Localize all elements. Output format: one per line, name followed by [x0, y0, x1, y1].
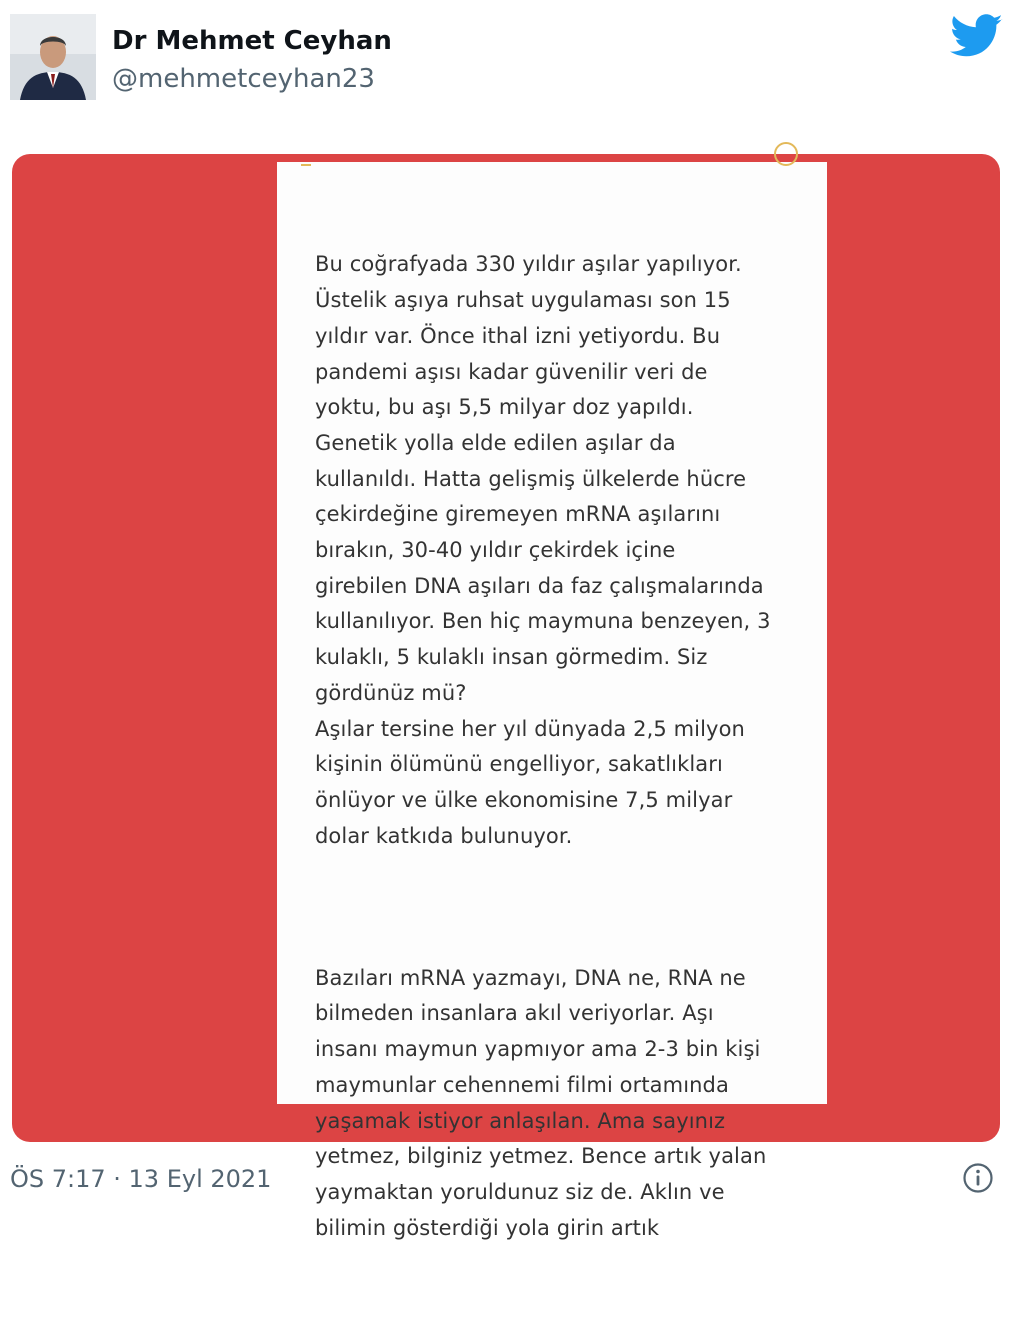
- document-line: yoktu, bu aşı 5,5 milyar doz yapıldı.: [315, 395, 694, 420]
- document-line: girebilen DNA aşıları da faz çalışmalarında: [315, 573, 764, 598]
- info-icon[interactable]: [962, 1162, 994, 1194]
- twitter-bird-icon[interactable]: [950, 14, 1004, 58]
- screenshot-document: [277, 162, 827, 1240]
- document-line: yaşamak istiyor anlaşılan. Ama sayınız: [315, 1108, 726, 1133]
- document-line: dolar katkıda bulunuyor.: [315, 823, 573, 848]
- document-line: kullanıldı. Hatta gelişmiş ülkelerde hücre: [315, 466, 747, 491]
- tweet-footer: [0, 1155, 1017, 1200]
- avatar[interactable]: [10, 14, 96, 100]
- document-line: yıldır var. Önce ithal izni yetiyordu. Bu: [315, 323, 721, 348]
- author-display-name[interactable]: Dr Mehmet Ceyhan: [112, 26, 392, 56]
- corner-tick-icon: [301, 158, 311, 166]
- document-line: Bazıları mRNA yazmayı, DNA ne, RNA ne: [315, 965, 746, 990]
- document-line: kişinin ölümünü engelliyor, sakatlıkları: [315, 752, 723, 777]
- document-line: maymunlar cehennemi filmi ortamında: [315, 1072, 729, 1097]
- document-line: önlüyor ve ülke ekonomisine 7,5 milyar: [315, 787, 733, 812]
- document-line: Bu coğrafyada 330 yıldır aşılar yapılıyor.: [315, 252, 742, 277]
- document-line: Genetik yolla elde edilen aşılar da: [315, 430, 676, 455]
- document-line: gördünüz mü?: [315, 680, 467, 705]
- document-line: kullanılıyor. Ben hiç maymuna benzeyen, 3: [315, 609, 771, 634]
- document-text: [315, 176, 815, 1318]
- corner-mark-icon: [774, 142, 798, 166]
- document-line: pandemi aşısı kadar güvenilir veri de: [315, 359, 708, 384]
- document-line: bilimin gösterdiği yola girin artık: [315, 1215, 660, 1240]
- document-line: çekirdeğine giremeyen mRNA aşılarını: [315, 502, 721, 527]
- document-line: Üstelik aşıya ruhsat uygulaması son 15: [315, 288, 731, 313]
- document-line: bilmeden insanlara akıl veriyorlar. Aşı: [315, 1001, 714, 1026]
- document-line: bırakın, 30-40 yıldır çekirdek içine: [315, 538, 676, 563]
- paragraph-1: [315, 247, 815, 854]
- tweet-timestamp[interactable]: ÖS 7:17 · 13 Eyl 2021: [10, 1165, 272, 1193]
- document-line: insanı maymun yapmıyor ama 2-3 bin kişi: [315, 1037, 761, 1062]
- document-line: kulaklı, 5 kulaklı insan görmedim. Siz: [315, 645, 708, 670]
- profile-photo-icon: [10, 14, 96, 100]
- document-line: Aşılar tersine her yıl dünyada 2,5 milyon: [315, 716, 745, 741]
- author-handle[interactable]: @mehmetceyhan23: [112, 64, 375, 94]
- paragraph-2: [315, 961, 815, 1247]
- tweet-header: [0, 0, 1017, 130]
- document-line: yetmez, bilginiz yetmez. Bence artık yalan: [315, 1144, 767, 1169]
- document-line: yaymaktan yoruldunuz siz de. Aklın ve: [315, 1179, 725, 1204]
